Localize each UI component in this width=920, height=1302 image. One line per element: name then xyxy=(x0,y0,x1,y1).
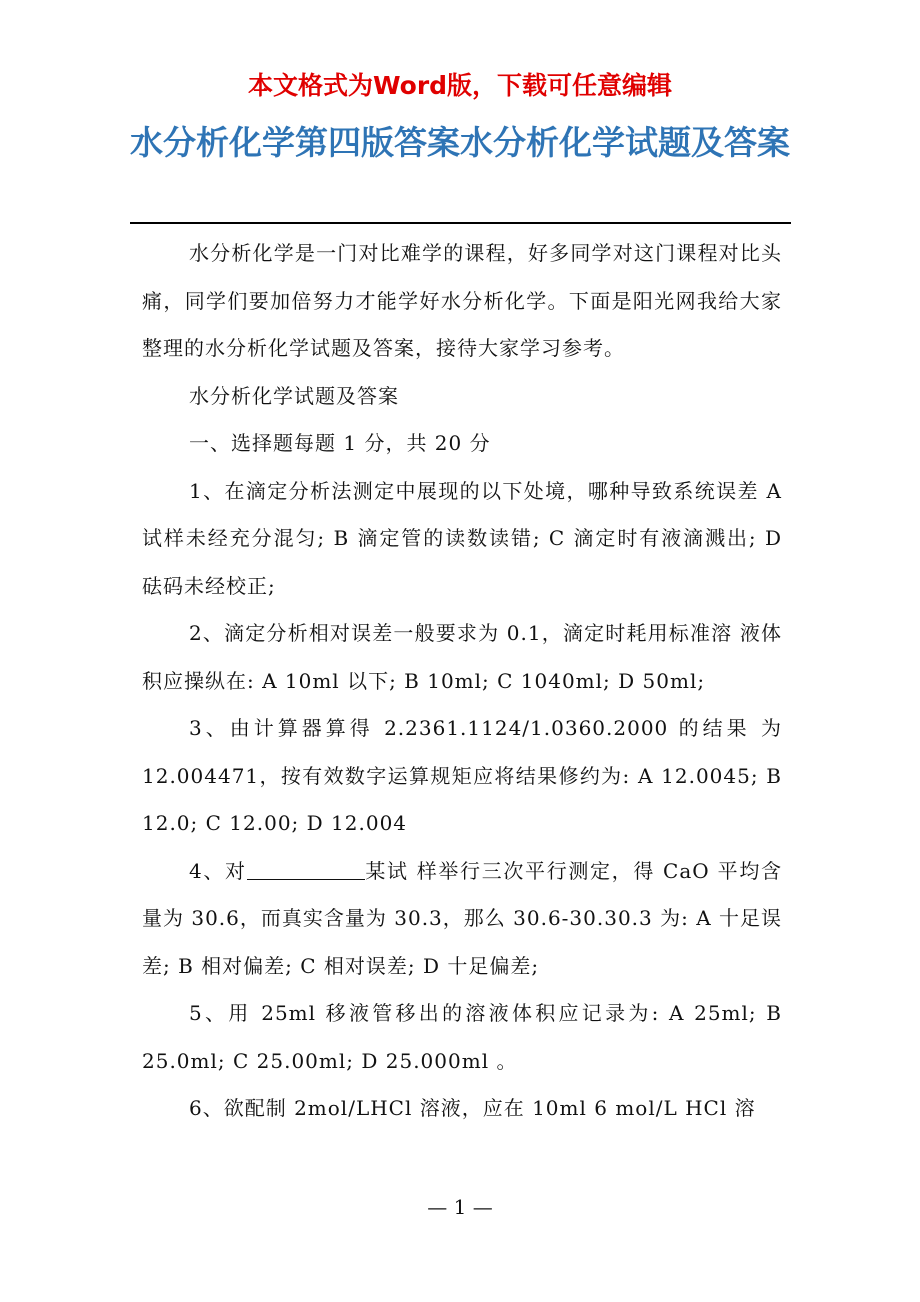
question-2: 2、滴定分析相对误差一般要求为 0.1，滴定时耗用标准溶 液体积应操纵在: A 10ml 以下; B 10ml; C 1040ml; D 50ml; xyxy=(142,621,782,693)
format-banner: 本文格式为Word版，下载可任意编辑 xyxy=(247,71,673,100)
title-divider xyxy=(130,222,791,224)
question-3: 3、由计算器算得 2.2361.1124/1.0360.2000 的结果 为 12.004471，按有效数字运算规矩应将结果修约为: A 12.0045; B 12.0; C 12.00; D 12.004 xyxy=(142,716,782,835)
question-4-start: 4、对 xyxy=(189,858,247,883)
fill-in-blank xyxy=(247,859,365,880)
page-number: — 1 — xyxy=(427,1195,493,1219)
document-title: 水分析化学第四版答案水分析化学试题及答案 xyxy=(130,123,790,162)
question-4-rest: 某试 样举行三次平行测定，得 CaO 平均含量为 30.6，而真实含量为 30.3，那么 30.6-30.30.3 为: A 十足误差; B 相对偏差; C 相对误差; D 十足偏差; xyxy=(142,858,783,978)
intro-paragraph: 水分析化学是一门对比难学的课程，好多同学对这门课程对比头痛，同学们要加倍努力才能学好水分析化学。下面是阳光网我给大家整理的水分析化学试题及答案，接待大家学习参考。 xyxy=(142,241,782,360)
question-4 xyxy=(142,848,782,991)
question-1: 1、在滴定分析法测定中展现的以下处境，哪种导致系统误差 A 试样未经充分混匀; B 滴定管的读数读错; C 滴定时有液滴溅出; D 砝码未经校正; xyxy=(142,478,782,598)
question-6: 6、欲配制 2mol/LHCl 溶液，应在 10ml 6 mol/L HCl 溶 xyxy=(189,1096,756,1120)
question-5: 5、用 25ml 移液管移出的溶液体积应记录为: A 25ml; B 25.0ml; C 25.00ml; D 25.000ml 。 xyxy=(142,1001,782,1073)
document-body xyxy=(142,230,782,1133)
section-title: 一、选择题每题 1 分，共 20 分 xyxy=(189,431,491,455)
section-heading: 水分析化学试题及答案 xyxy=(189,383,399,408)
